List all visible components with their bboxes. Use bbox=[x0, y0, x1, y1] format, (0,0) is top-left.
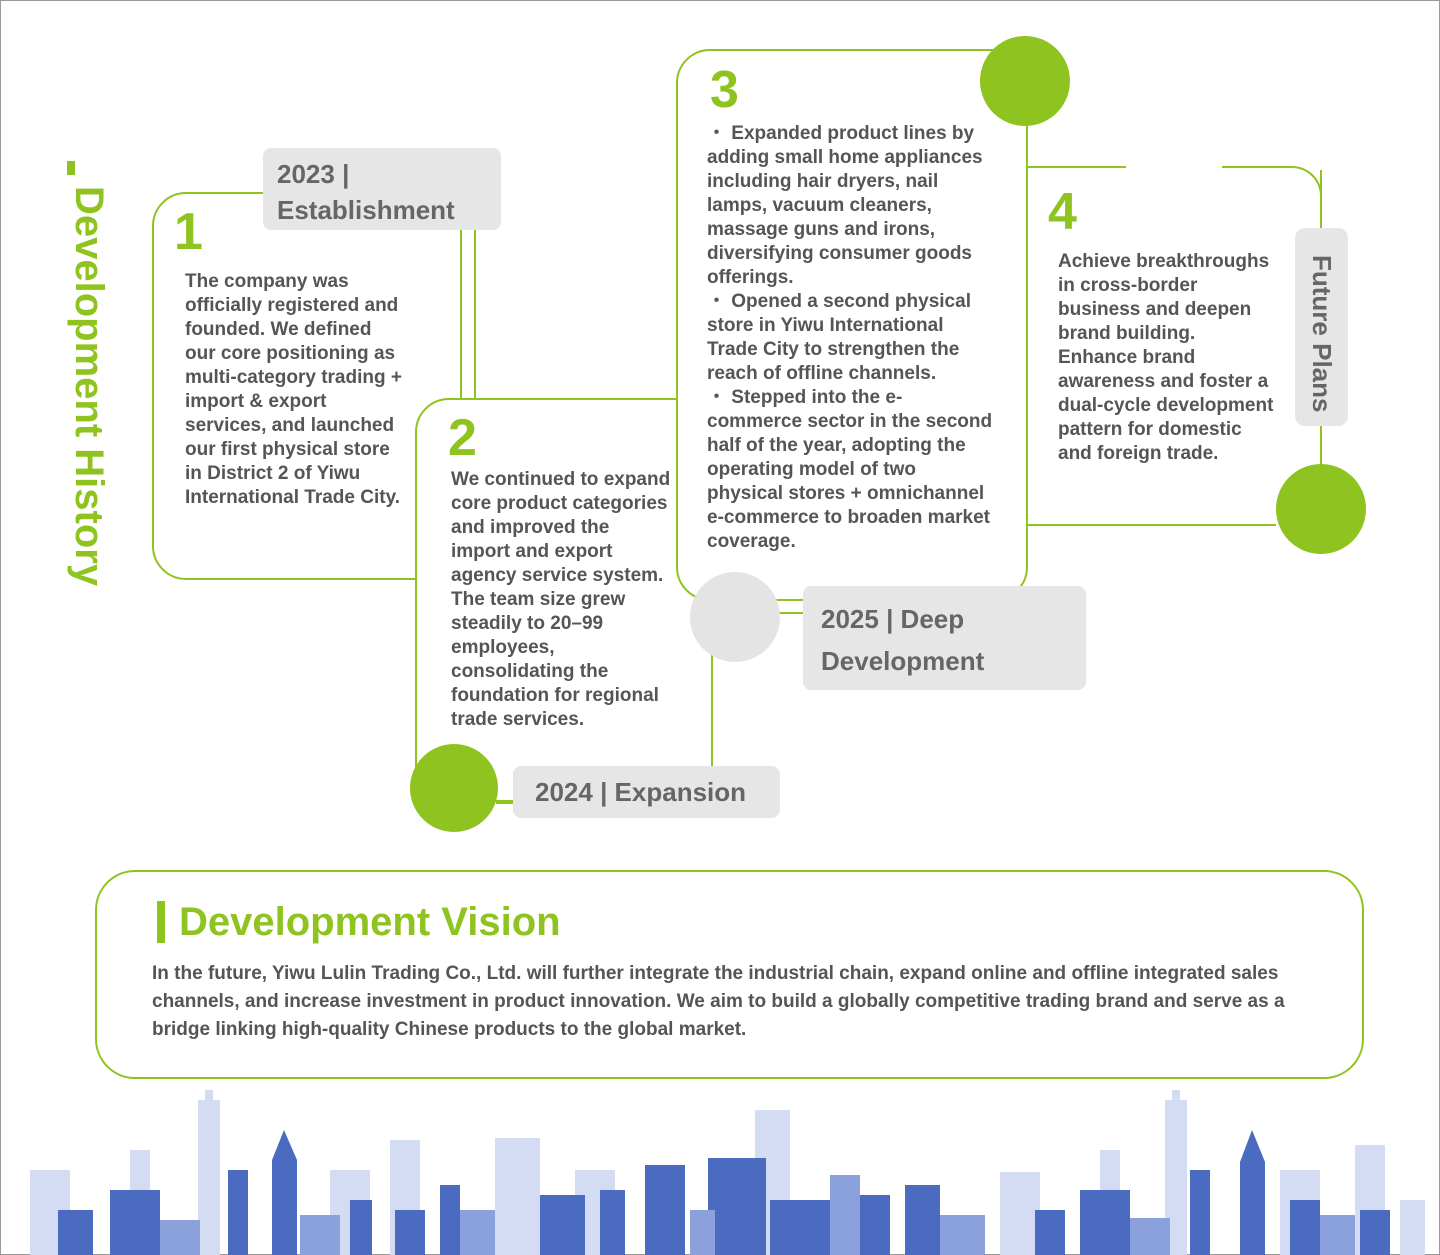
stage-3-bullet: ・ Stepped into the e-commerce sector in the second half of the year, adopting the operating model of two physical stores + omnichannel e-commerce to broaden market coverage. bbox=[707, 387, 993, 552]
vision-text: In the future, Yiwu Lulin Trading Co., Ltd. will further integrate the industrial chain, expand online and offline integrated sales channels, and increase investment in product innovation. We aim to build a globally competitive trading brand and serve as a bridge linking high-quality Chinese products to the global market. bbox=[152, 963, 1285, 1040]
stage-1-number: 1 bbox=[174, 203, 203, 261]
stage-1-tag: 2023 | Establishment bbox=[263, 148, 501, 230]
stage-3-bullet: ・ Opened a second physical store in Yiwu International Trade City to strengthen the reach of offline channels. bbox=[707, 291, 971, 384]
stage-2-dot bbox=[410, 744, 498, 832]
connector-line bbox=[1026, 166, 1126, 168]
stage-2-number: 2 bbox=[448, 409, 477, 467]
connector-line bbox=[1320, 426, 1322, 468]
stage-3-bullet: ・ Expanded product lines by adding small home appliances including hair dryers, nail lamps, vacuum cleaners, massage guns and irons, diversifying consumer goods offerings. bbox=[707, 123, 983, 288]
stage-4-text: Achieve breakthroughs in cross-border business and deepen brand building. Enhance brand awareness and foster a dual-cycle development pattern for domestic and foreign trade. bbox=[1058, 251, 1274, 464]
vision-title: Development Vision bbox=[179, 900, 561, 944]
stage-4-number: 4 bbox=[1048, 183, 1077, 241]
connector-line bbox=[1026, 524, 1276, 526]
history-title: Development History bbox=[67, 186, 111, 587]
stage-2-text: We continued to expand core product categories and improved the import and export agency service system. The team size grew steadily to 20–99 employees, consolidating the foundation for regional trade services. bbox=[451, 469, 671, 730]
stage-3-dot bbox=[980, 36, 1070, 126]
city-skyline-icon bbox=[0, 1090, 1440, 1255]
stage-4-dot bbox=[1276, 464, 1366, 554]
connector-line bbox=[778, 612, 806, 614]
stage-2-tag: 2024 | Expansion bbox=[513, 766, 780, 818]
stage-3-grey-dot bbox=[690, 572, 780, 662]
connector-corner bbox=[1222, 166, 1322, 208]
stage-1-text: The company was officially registered and founded. We defined our core positioning as multi-category trading + import & export services, and launched our first physical store in District 2 of Yiwu International Trade City. bbox=[185, 271, 402, 508]
stage-3-tag bbox=[803, 586, 1086, 690]
stage-3-tag-text: 2025 | Deep Development bbox=[821, 604, 985, 676]
vision-title-accent-bar bbox=[157, 901, 165, 943]
stage-4-tag: Future Plans bbox=[1295, 228, 1348, 426]
stage-3-bullets bbox=[707, 122, 997, 554]
history-title-accent-bar bbox=[67, 161, 75, 175]
stage-3-number: 3 bbox=[710, 61, 739, 119]
